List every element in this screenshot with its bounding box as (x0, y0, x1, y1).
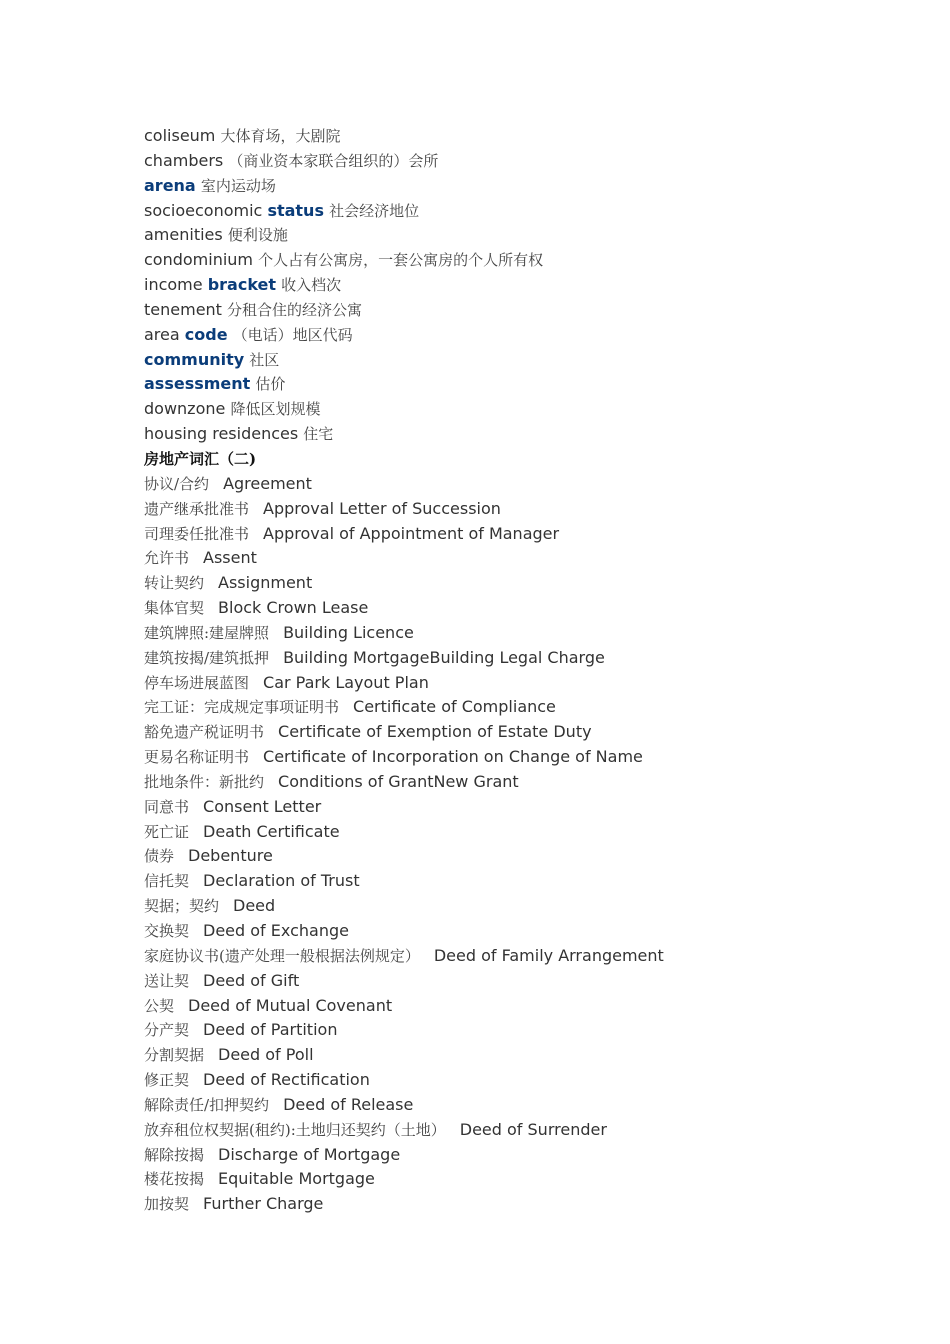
chinese-translation: （电话）地区代码 (232, 325, 353, 344)
chinese-term: 债券 (144, 847, 175, 866)
english-term: Car Park Layout Plan (263, 672, 429, 692)
english-term: Declaration of Trust (203, 871, 360, 891)
document-page (144, 124, 904, 1217)
english-term: Deed of Rectification (203, 1070, 370, 1090)
glossary-entry (144, 1068, 904, 1093)
english-term: Deed of Exchange (203, 921, 349, 940)
glossary-entry (144, 695, 904, 720)
chinese-translation: 社区 (249, 350, 280, 369)
vocab-entry (144, 149, 904, 174)
english-term: chambers (144, 150, 224, 170)
chinese-term: 建筑按揭/建筑抵押 (144, 648, 270, 667)
chinese-term: 加按契 (144, 1195, 190, 1214)
chinese-term: 楼花按揭 (144, 1170, 205, 1189)
glossary-entry (144, 1167, 904, 1192)
english-term: tenement (144, 299, 222, 319)
vocab-entry (144, 348, 904, 373)
vocab-entry (144, 223, 904, 248)
chinese-translation: 大体育场，大剧院 (220, 127, 341, 145)
english-term: Deed (233, 896, 276, 916)
english-term: Deed of Mutual Covenant (188, 995, 393, 1015)
english-term: housing residences (144, 424, 299, 444)
chinese-term: 遗产继承批准书 (144, 499, 250, 518)
chinese-term: 分割契据 (144, 1046, 205, 1065)
chinese-term: 信托契 (144, 872, 190, 891)
vocab-entry (144, 124, 904, 149)
chinese-term: 解除责任/扣押契约 (144, 1095, 270, 1114)
english-term: Certificate of Exemption of Estate Duty (278, 722, 592, 742)
english-term: Debenture (188, 846, 273, 866)
english-term: Block Crown Lease (218, 598, 369, 618)
english-term: condominium (144, 250, 254, 270)
english-term: income (144, 275, 208, 295)
chinese-term: 司理委任批准书 (144, 524, 250, 543)
chinese-term: 集体官契 (144, 599, 205, 618)
chinese-term: 家庭协议书(遗产处理一般根据法例规定） (144, 946, 420, 965)
chinese-term: 转让契约 (144, 574, 205, 593)
chinese-term: 公契 (144, 996, 175, 1015)
chinese-term: 更易名称证明书 (144, 748, 250, 767)
chinese-translation: 住宅 (303, 425, 334, 444)
glossary-entry (144, 969, 904, 994)
chinese-term: 契据；契约 (144, 897, 220, 916)
vocabulary-list-1 (144, 124, 904, 447)
english-term: coliseum (144, 126, 216, 145)
english-term: Deed of Surrender (459, 1119, 607, 1139)
chinese-translation: 估价 (255, 375, 286, 394)
glossary-entry (144, 1192, 904, 1217)
keyword-term: status (267, 200, 324, 220)
english-term: Certificate of Compliance (353, 697, 556, 717)
glossary-entry (144, 1018, 904, 1043)
chinese-translation: 收入档次 (281, 276, 342, 295)
english-term: Discharge of Mortgage (218, 1144, 401, 1164)
glossary-entry (144, 1093, 904, 1118)
glossary-entry (144, 621, 904, 646)
english-term: Deed of Release (283, 1094, 414, 1114)
glossary-entry (144, 844, 904, 869)
keyword-term: bracket (207, 275, 277, 295)
vocab-entry (144, 372, 904, 397)
glossary-entry (144, 646, 904, 671)
english-term: Building Licence (283, 622, 414, 642)
glossary-entry (144, 919, 904, 944)
chinese-translation: 降低区划规模 (230, 400, 321, 419)
glossary-entry (144, 994, 904, 1019)
section-heading: 房地产词汇（二) (144, 449, 257, 468)
english-term: Death Certificate (203, 821, 340, 841)
keyword-term: arena (144, 175, 196, 195)
english-term: socioeconomic (144, 200, 268, 220)
vocab-entry (144, 422, 904, 447)
english-term: Deed of Family Arrangement (433, 945, 664, 965)
chinese-term: 豁免遗产税证明书 (144, 723, 265, 742)
english-term: Deed of Poll (218, 1045, 314, 1065)
glossary-entry (144, 472, 904, 497)
chinese-term: 解除按揭 (144, 1145, 205, 1164)
english-term: area (144, 324, 185, 344)
chinese-translation: 社会经济地位 (329, 201, 420, 220)
glossary-entry (144, 1118, 904, 1143)
glossary-entry (144, 770, 904, 795)
english-term: Conditions of GrantNew Grant (278, 771, 519, 791)
english-term: Assent (203, 548, 257, 568)
english-term: Approval Letter of Succession (263, 498, 501, 518)
glossary-entry (144, 720, 904, 745)
glossary-entry (144, 1143, 904, 1168)
chinese-translation: 室内运动场 (200, 176, 276, 195)
keyword-term: assessment (144, 374, 251, 394)
glossary-entry (144, 522, 904, 547)
chinese-translation: （商业资本家联合组织的）会所 (228, 151, 439, 170)
vocab-entry (144, 174, 904, 199)
glossary-entry (144, 795, 904, 820)
glossary-entry (144, 571, 904, 596)
glossary-entry (144, 596, 904, 621)
chinese-translation: 个人占有公寓房，一套公寓房的个人所有权 (258, 251, 544, 270)
english-term: Assignment (218, 573, 313, 593)
chinese-term: 批地条件：新批约 (144, 772, 265, 791)
chinese-term: 建筑牌照:建屋牌照 (144, 623, 270, 642)
vocab-entry (144, 199, 904, 224)
vocab-entry (144, 323, 904, 348)
english-term: Building MortgageBuilding Legal Charge (283, 647, 605, 667)
english-term: Deed of Partition (203, 1020, 338, 1040)
vocab-entry (144, 273, 904, 298)
chinese-translation: 分租合住的经济公寓 (227, 300, 363, 319)
glossary-entry (144, 497, 904, 522)
english-term: downzone (144, 399, 226, 419)
english-term: Equitable Mortgage (218, 1169, 375, 1189)
chinese-term: 送让契 (144, 971, 190, 990)
glossary-entry (144, 745, 904, 770)
keyword-term: code (184, 324, 228, 344)
glossary-entry (144, 820, 904, 845)
english-term: Approval of Appointment of Manager (263, 523, 560, 543)
chinese-term: 同意书 (144, 797, 190, 816)
english-term: Consent Letter (203, 796, 322, 816)
english-term: Certificate of Incorporation on Change of Name (263, 747, 643, 767)
glossary-entry (144, 944, 904, 969)
chinese-term: 停车场进展蓝图 (144, 673, 250, 692)
chinese-term: 放弃租位权契据(租约):土地归还契约（土地） (144, 1120, 446, 1139)
chinese-term: 交换契 (144, 922, 190, 940)
vocab-entry (144, 298, 904, 323)
chinese-term: 修正契 (144, 1071, 190, 1090)
english-term: amenities (144, 225, 223, 245)
chinese-term: 协议/合约 (144, 474, 210, 493)
english-term: Deed of Gift (203, 970, 300, 990)
english-term: Further Charge (203, 1194, 324, 1214)
chinese-translation: 便利设施 (227, 226, 288, 245)
glossary-entry (144, 1043, 904, 1068)
glossary-entry (144, 671, 904, 696)
chinese-term: 允许书 (144, 549, 190, 568)
chinese-term: 分产契 (144, 1021, 190, 1040)
keyword-term: community (144, 349, 245, 369)
glossary-entry (144, 894, 904, 919)
chinese-term: 死亡证 (144, 822, 190, 841)
vocab-entry (144, 397, 904, 422)
vocab-entry (144, 248, 904, 273)
glossary-entry (144, 869, 904, 894)
glossary-entry (144, 546, 904, 571)
chinese-term: 完工证：完成规定事项证明书 (144, 698, 340, 717)
english-term: Agreement (223, 473, 312, 493)
vocabulary-list-2 (144, 472, 904, 1217)
